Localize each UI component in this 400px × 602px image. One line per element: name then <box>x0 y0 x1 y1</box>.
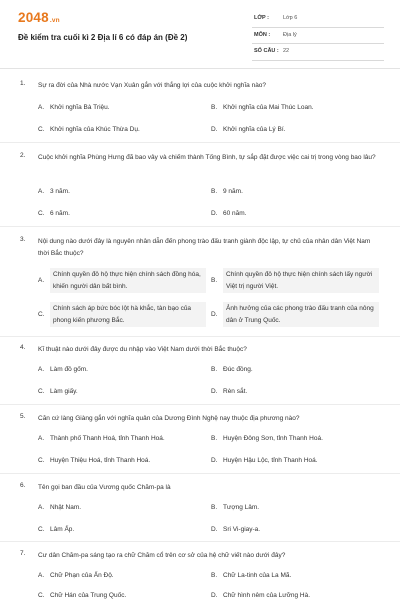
option-text: Làm giấy. <box>50 388 78 395</box>
option-letter: A. <box>38 366 45 373</box>
option-text: Huyện Thiệu Hoá, tỉnh Thanh Hoá. <box>50 457 151 464</box>
divider <box>0 142 400 143</box>
question-text: Nội dung nào dưới đây là nguyên nhân dẫn đến phong trào đấu tranh giành độc lập, tự chủ của nhân dân Việt Nam thời Bắc thuộc? <box>38 238 371 257</box>
option-text: Huyện Đông Sơn, tỉnh Thanh Hoá. <box>223 435 323 442</box>
question-text: Sự ra đời của Nhà nước Vạn Xuân gắn với thắng lợi của cuộc khởi nghĩa nào? <box>38 82 267 89</box>
option-text: Khởi nghĩa của Lý Bí. <box>223 126 286 133</box>
divider <box>0 541 400 542</box>
option-letter: D. <box>211 311 218 318</box>
option-text: Chữ hình nêm của Lưỡng Hà. <box>223 592 311 599</box>
question-number: 5. <box>20 413 26 420</box>
option-letter: D. <box>211 126 218 133</box>
divider <box>0 336 400 337</box>
option-text: Khởi nghĩa của Khúc Thừa Dụ. <box>50 126 140 133</box>
option-text: Tượng Lâm. <box>223 504 260 511</box>
question-text: Cuộc khởi nghĩa Phùng Hưng đã bao vây và chiếm thành Tống Bình, tự sắp đặt được việc cai trị trong vòng bao lâu? <box>38 154 376 161</box>
page-title: Đề kiểm tra cuối kì 2 Địa lí 6 có đáp án (Đề 2) <box>18 33 188 42</box>
option-letter: D. <box>211 592 218 599</box>
option-letter: B. <box>211 435 218 442</box>
meta-row-subject <box>252 28 384 45</box>
question-number: 3. <box>20 236 26 243</box>
option-text: 60 năm. <box>223 210 247 217</box>
option-letter: B. <box>211 277 218 284</box>
option-letter: A. <box>38 188 45 195</box>
meta-table <box>252 11 384 61</box>
option-text: Rèn sắt. <box>223 388 248 395</box>
option-letter: D. <box>211 388 218 395</box>
meta-row-count <box>252 44 384 61</box>
divider <box>0 473 400 474</box>
option-letter: A. <box>38 104 45 111</box>
option-letter: C. <box>38 210 45 217</box>
option-text: Chữ Hán của Trung Quốc. <box>50 592 127 599</box>
option-letter: B. <box>211 188 218 195</box>
option-letter: D. <box>211 526 218 533</box>
question-text: Cư dân Chăm-pa sáng tạo ra chữ Chăm cổ trên cơ sở của hệ chữ viết nào dưới đây? <box>38 552 286 559</box>
option-letter: D. <box>211 210 218 217</box>
option-letter: B. <box>211 572 218 579</box>
option-text: Chính sách áp bức bóc lột hà khắc, tàn bạo của phong kiến phương Bắc. <box>50 302 206 327</box>
site-logo[interactable] <box>18 10 60 25</box>
option-text: Chữ Phạn của Ấn Độ. <box>50 572 114 579</box>
question-text: Căn cứ làng Giàng gắn với nghĩa quân của Dương Đình Nghệ nay thuộc địa phương nào? <box>38 415 300 422</box>
divider <box>0 404 400 405</box>
logo-suffix: .vn <box>49 17 60 24</box>
option-letter: C. <box>38 126 45 133</box>
option-letter: A. <box>38 504 45 511</box>
meta-key: SỐ CÂU : <box>254 48 279 54</box>
option-text: 6 năm. <box>50 210 70 217</box>
option-text: Lâm Ấp. <box>50 526 75 533</box>
option-text: 3 năm. <box>50 188 70 195</box>
meta-row-class <box>252 11 384 28</box>
option-text: Huyện Hậu Lộc, tỉnh Thanh Hoá. <box>223 457 318 464</box>
option-text: Khởi nghĩa của Mai Thúc Loan. <box>223 104 314 111</box>
option-letter: C. <box>38 457 45 464</box>
option-text: 9 năm. <box>223 188 243 195</box>
question-number: 2. <box>20 152 26 159</box>
question-text: Tên gọi ban đầu của Vương quốc Chăm-pa là <box>38 484 171 491</box>
option-letter: C. <box>38 526 45 533</box>
header-divider <box>0 68 400 69</box>
option-text: Chính quyền đô hộ thực hiện chính sách đồng hóa, khiến người dân bất bình. <box>50 268 206 293</box>
option-letter: B. <box>211 504 218 511</box>
meta-value: Địa lý <box>283 31 297 38</box>
option-letter: A. <box>38 277 45 284</box>
option-letter: C. <box>38 311 45 318</box>
option-letter: A. <box>38 572 45 579</box>
meta-value: Lớp 6 <box>283 15 298 21</box>
option-letter: D. <box>211 457 218 464</box>
meta-key: MÔN : <box>254 31 271 38</box>
option-letter: A. <box>38 435 45 442</box>
option-text: Ảnh hưởng của các phong trào đấu tranh của nông dân ở Trung Quốc. <box>223 302 379 327</box>
option-letter: C. <box>38 592 45 599</box>
question-number: 6. <box>20 482 26 489</box>
option-letter: C. <box>38 388 45 395</box>
question-number: 4. <box>20 344 26 351</box>
question-number: 1. <box>20 80 26 87</box>
option-text: Thành phố Thanh Hoá, tỉnh Thanh Hoá. <box>50 435 165 442</box>
header <box>0 0 400 64</box>
option-letter: B. <box>211 104 218 111</box>
option-text: Sri Vi-giay-a. <box>223 526 261 533</box>
option-text: Chính quyền đô hộ thực hiện chính sách lấy người Việt trị người Việt. <box>223 268 379 293</box>
option-text: Khởi nghĩa Bà Triệu. <box>50 104 110 111</box>
option-text: Đúc đồng. <box>223 366 253 373</box>
logo-text: 2048 <box>18 10 49 25</box>
option-text: Nhật Nam. <box>50 504 82 511</box>
meta-value: 22 <box>283 48 290 54</box>
meta-key: LỚP : <box>254 15 269 21</box>
option-text: Chữ La-tinh của La Mã. <box>223 572 292 579</box>
question-number: 7. <box>20 550 26 557</box>
option-letter: B. <box>211 366 218 373</box>
divider <box>0 226 400 227</box>
question-text: Kĩ thuật nào dưới đây được du nhập vào Việt Nam dưới thời Bắc thuộc? <box>38 346 247 353</box>
option-text: Làm đồ gốm. <box>50 366 88 373</box>
